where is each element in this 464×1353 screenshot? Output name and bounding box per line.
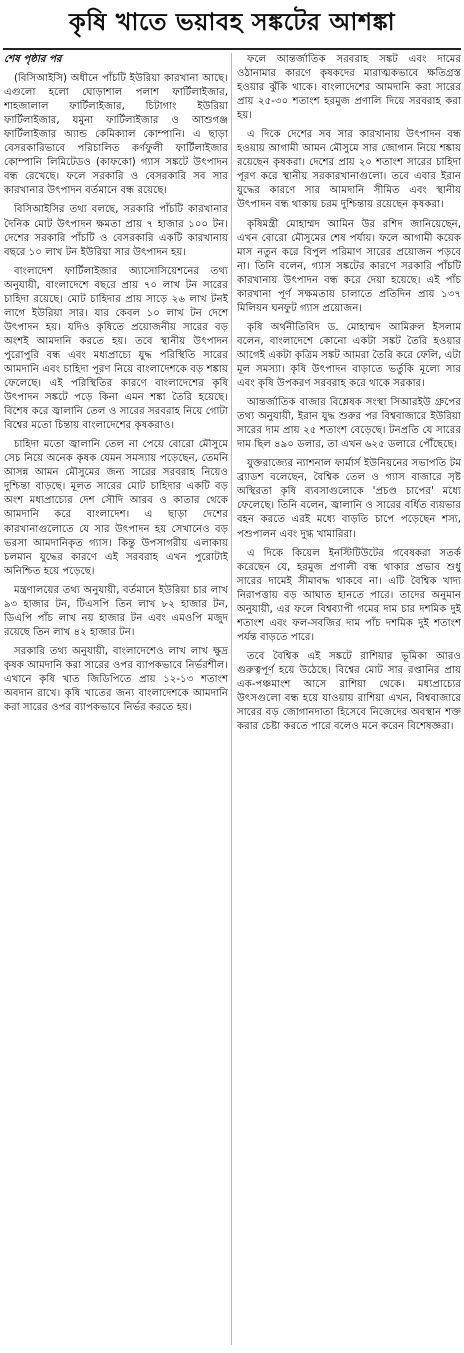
article-column-left (4, 53, 228, 1349)
article-paragraph: যুক্তরাজ্যের ন্যাশনাল ফার্মার্স ইউনিয়নের সভাপতি টম ব্র্যাডশ বলেছেন, বৈশ্বিক তেল ও গ্যাস বাজারে সৃষ্ট অস্থিরতা কৃষি ব্যবসাগুলোকে 'প্রচণ্ড চাপের' মধ্যে ফেলেছে। তিনি বলেন, জ্বালানি ও সারের বর্ধিত ব্যয়ভার বহন করতে এরই মধ্যে বাড়তি চাপে পড়েছেন শস্য, পশুপালন এবং দুগ্ধ খামারিরা। (237, 458, 461, 540)
headline-rule (3, 48, 461, 50)
article-paragraph: বিসিআইসির তথ্য বলছে, সরকারি পাঁচটি কারখানার দৈনিক মোট উৎপাদন ক্ষমতা প্রায় ৭ হাজার ১০০ টন। দেশের সরকারি পাঁচটি ও বেসরকারি একটি কারখানায় বছরে ১০ লাখ টন ইউরিয়া সার উৎপাদন হয়। (4, 204, 228, 258)
article-paragraph: মন্ত্রণালয়ের তথ্য অনুযায়ী, বর্তমানে ইউরিয়া চার লাখ ৯৩ হাজার টন, টিএসপি তিন লাখ ৮২ হাজার টন, ডিএপি পাঁচ লাখ নয় হাজার টন এবং এমওপি মজুদ রয়েছে তিন লাখ ৪২ হাজার টন। (4, 584, 228, 638)
article-paragraph: এ দিকে দেশের সব সার কারখানায় উৎপাদন বন্ধ হওয়ায় আগামী আমন মৌসুমে সার জোগান নিয়ে শঙ্কায় রয়েছেন কৃষকরা। দেশের প্রায় ২০ শতাংশ সারের চাহিদা পূরণ করে স্থানীয় সরকারখানাগুলো। তবে এবার ইরান যুদ্ধের কারণে সার আমদানি সীমিত এবং স্থানীয় উৎপাদন বন্ধ থাকায় চরম দুশ্চিন্তায় রয়েছেন কৃষকরা। (237, 129, 461, 211)
article-paragraph: সরকারি তথ্য অনুযায়ী, বাংলাদেশেও লাখ লাখ ক্ষুদ্র কৃষক আমদানি করা সারের ওপর ব্যাপকভাবে নির্ভরশীল। এখানে কৃষি খাত জিডিপিতে প্রায় ১২-১৩ শতাংশ অবদান রাখে। কৃষি খাতের জন্য বাংলাদেশকে আমদানি করা সারের ওপর ব্যাপকভাবে নির্ভর করতে হয়। (4, 645, 228, 714)
article-paragraph: তবে বৈশ্বিক এই সঙ্কটে রাশিয়ার ভূমিকা আরও গুরুত্বপূর্ণ হয়ে উঠেছে। বিশ্বের মোট সার রপ্তানির প্রায় এক-পঞ্চমাংশ আসে রাশিয়া থেকে। মধ্যপ্রাচ্যের উৎসগুলো বন্ধ হয়ে যাওয়ায় রাশিয়া এখন, বিশ্ববাজারে সারের বড় জোগানদাতা হিসেবে নিজেদের অবস্থান শক্ত করার চেষ্টা করতে পারে বলেও মনে করেন বিশেষজ্ঞরা। (237, 650, 461, 733)
article-column-right (237, 53, 461, 1349)
article-paragraph: বাংলাদেশ ফার্টিলাইজার অ্যাসোসিয়েশনের তথ্য অনুযায়ী, বাংলাদেশে বছরে প্রায় ৭০ লাখ টন সারের চাহিদা রয়েছে। মোট চাহিদার প্রায় সাড়ে ২৬ লাখ টনই লাগে ইউরিয়া সার। যার কেবল ১০ লাখ টন দেশে উৎপাদন হয়। যদিও কৃষিতে প্রয়োজনীয় সারের বড় অংশই আমদানি করতে হয়। তবে স্থানীয় উৎপাদন পুরোপুরি বন্ধ এবং মধ্যপ্রাচ্যে যুদ্ধ পরিস্থিতি সারের আমদানি এবং চাহিদা পূরণ নিয়ে বাংলাদেশকে বড় শঙ্কায় ফেলেছে। এই পরিস্থিতির কারণে বাংলাদেশের কৃষি উৎপাদন সঙ্কটে পড়ে কিনা এমন শঙ্কা তৈরি হয়েছে। বিশেষ করে জ্বালানি তেল ও সারের সরবরাহ নিয়ে গোটা বিশ্বের মতো চিন্তায় বাংলাদেশের কৃষকরাও। (4, 265, 228, 432)
article-paragraph: ফলে আন্তর্জাতিক সরবরাহ সঙ্কট এবং দামের ওঠানামার কারণে কৃষকদের মারাত্মকভাবে ক্ষতিগ্রস্ত হওয়ার ঝুঁকি থাকে। বাংলাদেশের আমদানি করা সারের প্রায় ২৫-৩০ শতাংশ হরমুজ প্রণালি দিয়ে সরবরাহ করা হয়। (237, 54, 461, 122)
headline: কৃষি খাতে ভয়াবহ সঙ্কটের আশঙ্কা (68, 8, 396, 36)
article-paragraph: (বিসিআইসি) অধীনে পাঁচটি ইউরিয়া কারখানা আছে। এগুলো হলো ঘোড়াশাল পলাশ ফার্টিলাইজার, শাহজালাল ফার্টিলাইজার, চিটাগাং ইউরিয়া ফার্টিলাইজার, যমুনা ফার্টিলাইজার ও আশুগঞ্জ ফার্টিলাইজার অ্যান্ড কেমিক্যাল কোম্পানি। এ ছাড়া বেসরকারিভাবে পরিচালিত কর্ণফুলী ফার্টিলাইজার কোম্পানি লিমিটেডও (কাফকো) গ্যাস সঙ্কটে উৎপাদন বন্ধ রেখেছে। ফলে সরকারি ও বেসরকারি সব সার কারখানার উৎপাদন বর্তমানে বন্ধ রয়েছে। (4, 73, 228, 197)
article-paragraph: কৃষি অর্থনীতিবিদ ড. মোহাম্মদ আমিরুল ইসলাম বলেন, বাংলাদেশে কোনো একটা সঙ্কট তৈরি হওয়ার আগেই একটা কৃত্রিম সঙ্কট আমরা তৈরি করে ফেলি, এটা মূল সমস্যা। কৃষি উৎপাদন বাড়াতে ভর্তুকি মূল্যে সার এবং কৃষি উপকরণ সরবরাহ করে থাকে সরকার। (237, 321, 461, 390)
article-paragraph: কৃষিমন্ত্রী মোহাম্মদ আমিন উর রশিদ জানিয়েছেন, এখন বোরো মৌসুমের শেষ পর্যায়। ফলে আগামী কয়েক মাস নতুন করে বিপুল পরিমাণ সারের প্রয়োজন পড়বে না। তিনি বলেন, গ্যাস সঙ্কটের কারণে সরকারি পাঁচটি কারখানায় উৎপাদন বন্ধ করে দেয়া হয়েছে। এই পাঁচ কারখানা পূর্ণ সক্ষমতায় চালাতে প্রতিদিন প্রায় ১৩৭ মিলিয়ন ঘনফুট গ্যাস প্রয়োজন। (237, 218, 461, 314)
article-paragraph: আন্তর্জাতিক বাজার বিশ্লেষক সংস্থা সিআরইউ গ্রুপের তথ্য অনুযায়ী, ইরান যুদ্ধ শুরুর পর বিশ্ববাজারে ইউরিয়া সারের দাম প্রায় ২৫ শতাংশ বেড়েছে। টনপ্রতি যে সারের দাম ছিল ৪৯০ ডলার, তা এখন ৬২৫ ডলারে পৌঁছেছে। (237, 397, 461, 451)
article-paragraph: চাহিদা মতো জ্বালানি তেল না পেয়ে বোরো মৌসুমে সেচ নিয়ে অনেক কৃষক যেমন সমস্যায় পড়েছেন, তেমনি আসন্ন আমন মৌসুমের জন্য সারের সরবরাহ নিয়েও দুশ্চিন্তা বাড়ছে। মূলত সারের মোট চাহিদার একটি বড় অংশ মধ্যপ্রাচ্যের দেশ সৌদি আরব ও কাতার থেকে আমদানি করে বাংলাদেশ। এ ছাড়া দেশের কারখানাগুলোতে যে সার উৎপাদন হয় সেখানেও বড় ভরসা আমদানিকৃত গ্যাস। কিন্তু উপসাগরীয় এলাকায় চলমান যুদ্ধের কারণে এই সরবরাহ এখন পুরোটাই অনিশ্চিত হয়ে পড়েছে। (4, 439, 228, 577)
article-paragraph (4, 53, 228, 67)
column-divider (231, 53, 232, 1345)
article-paragraph: এ দিকে কিয়েল ইনস্টিটিউটের গবেষকরা সতর্ক করেছেন যে, হরমুজ প্রণালী বন্ধ থাকার প্রভাব শুধু সারের দামেই সীমাবদ্ধ থাকবে না। এটি বৈশ্বিক খাদ্য নিরাপত্তায় বড় আঘাত হানতে পারে। তাদের অনুমান অনুযায়ী, এর ফলে বিশ্বব্যাপী গমের দাম চার দশমিক দুই শতাংশ এবং ফল-সবজির দাম পাঁচ দশমিক দুই শতাংশ পর্যন্ত বাড়তে পারে। (237, 547, 461, 643)
continued-from-label: শেষ পৃষ্ঠার পর (4, 54, 62, 65)
